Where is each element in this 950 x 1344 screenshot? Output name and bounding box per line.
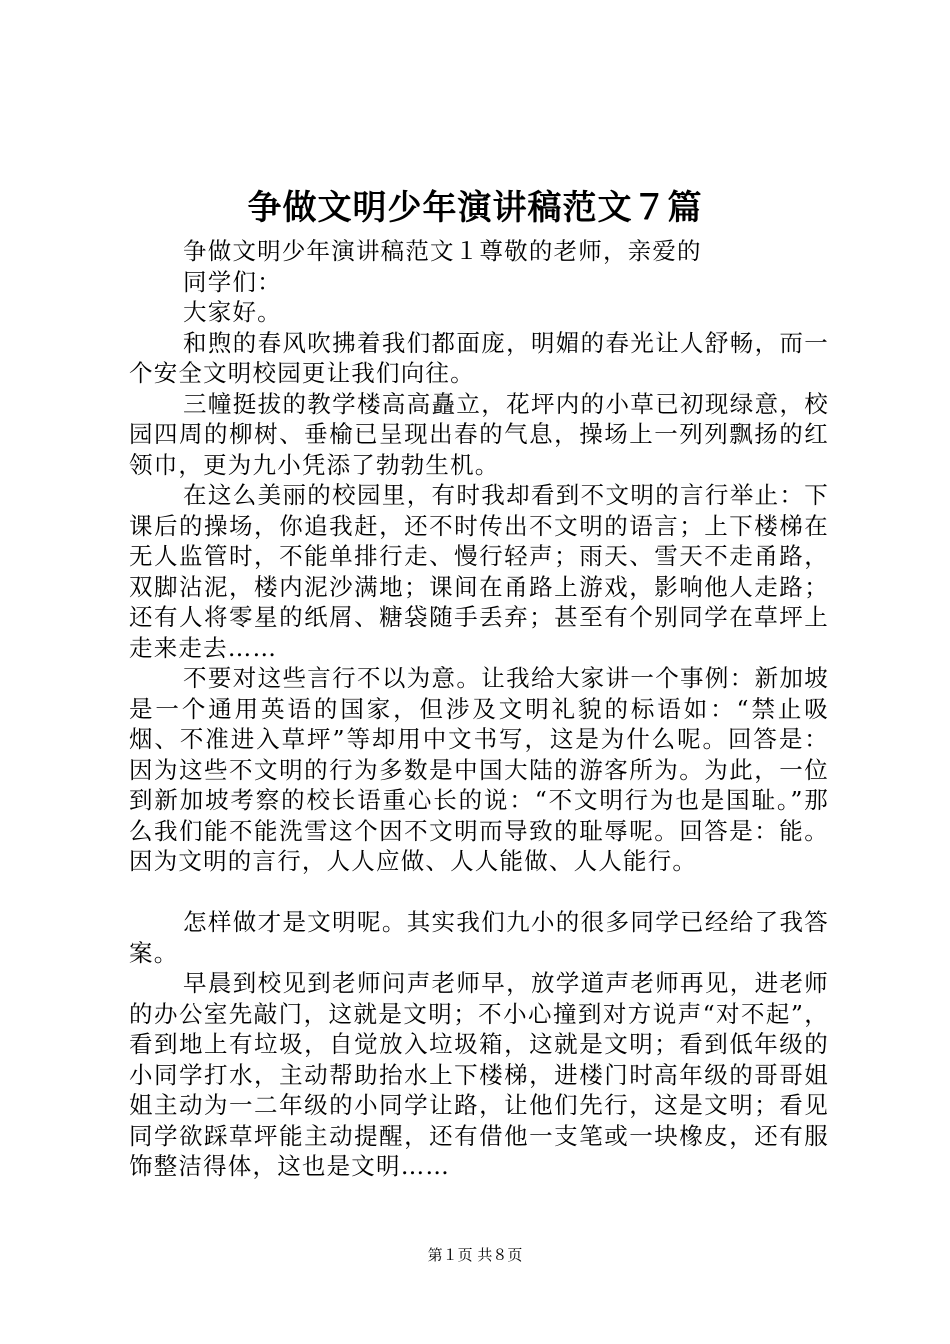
paragraph-9: 早晨到校见到老师问声老师早，放学道声老师再见，进老师的办公室先敲门，这就是文明；不小心撞到对方说声“对不起”，看到地上有垃圾，自觉放入垃圾箱，这就是文明；看到低年级的小同学打水，主动帮助抬水上下楼梯，进楼门时高年级的哥哥姐姐主动为一二年级的小同学让路，让他们先行，这是文明；看见同学欲踩草坪能主动提醒，还有借他一支笔或一块橡皮，还有服饰整洁得体，这也是文明…… bbox=[129, 969, 829, 1180]
page-title: 争做文明少年演讲稿范文７篇 bbox=[247, 188, 703, 228]
paragraph-gap bbox=[129, 877, 829, 908]
paragraph-3: 大家好。 bbox=[183, 298, 282, 326]
page-footer: 第１页 共８页 bbox=[427, 1246, 523, 1264]
paragraph-6: 在这么美丽的校园里，有时我却看到不文明的言行举止：下课后的操场，你追我赶，还不时传出不文明的语言；上下楼梯在无人监管时，不能单排行走、慢行轻声；雨天、雪天不走甬路，双脚沾泥，楼内泥沙满地；课间在甬路上游戏，影响他人走路；还有人将零星的纸屑、糖袋随手丢弃；甚至有个别同学在草坪上走来走去…… bbox=[129, 481, 829, 662]
paragraph-5: 三幢挺拔的教学楼高高矗立，花坪内的小草已初现绿意，校园四周的柳树、垂榆已呈现出春的气息，操场上一列列飘扬的红领巾，更为九小凭添了勃勃生机。 bbox=[129, 389, 829, 479]
paragraph-1: 争做文明少年演讲稿范文１尊敬的老师，亲爱的 bbox=[183, 237, 702, 265]
paragraph-2: 同学们： bbox=[183, 267, 282, 296]
paragraph-7: 不要对这些言行不以为意。让我给大家讲一个事例：新加坡是一个通用英语的国家，但涉及文明礼貌的标语如：“禁止吸烟、不准进入草坪”等却用中文书写，这是为什么呢。回答是：因为这些不文明的行为多数是中国大陆的游客所为。为此，一位到新加坡考察的校长语重心长的说：“不文明行为也是国耻。”那么我们能不能洗雪这个因不文明而导致的耻辱呢。回答是：能。因为文明的言行，人人应做、人人能做、人人能行。 bbox=[129, 664, 829, 875]
paragraph-4: 和煦的春风吹拂着我们都面庞，明媚的春光让人舒畅，而一个安全文明校园更让我们向往。 bbox=[129, 328, 829, 387]
document-body bbox=[129, 236, 829, 1182]
paragraph-8: 怎样做才是文明呢。其实我们九小的很多同学已经给了我答案。 bbox=[129, 908, 829, 967]
